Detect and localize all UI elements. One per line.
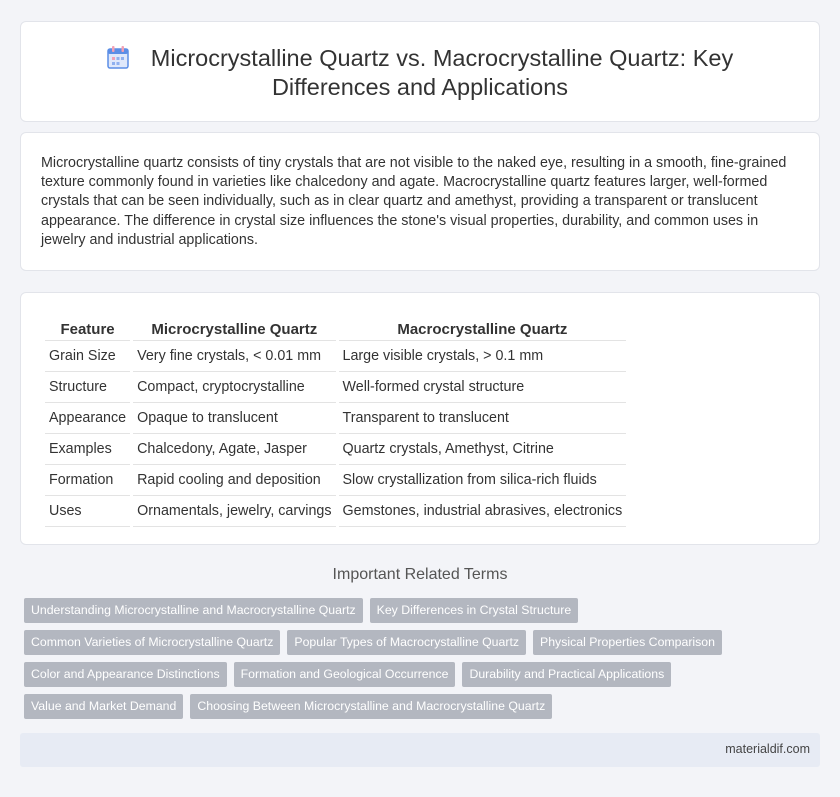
related-term-tag[interactable]: Formation and Geological Occurrence: [234, 662, 456, 687]
column-header-macro: Macrocrystalline Quartz: [339, 314, 627, 341]
table-row: [45, 465, 626, 496]
related-term-tag[interactable]: Durability and Practical Applications: [462, 662, 671, 687]
table-row: [45, 372, 626, 403]
related-term-tag[interactable]: Choosing Between Microcrystalline and Macrocrystalline Quartz: [190, 694, 552, 719]
tag-row: [24, 598, 824, 630]
table-cell: Transparent to translucent: [339, 403, 627, 434]
table-row: [45, 403, 626, 434]
table-cell: Formation: [45, 465, 130, 496]
related-term-tag[interactable]: Key Differences in Crystal Structure: [370, 598, 579, 623]
footer-site-link[interactable]: materialdif.com: [725, 742, 810, 756]
table-cell: Rapid cooling and deposition: [133, 465, 335, 496]
table-cell: Appearance: [45, 403, 130, 434]
table-row: [45, 496, 626, 527]
title-line-1: Microcrystalline Quartz vs. Macrocrystalline Quartz: Key: [150, 45, 734, 71]
related-term-tag[interactable]: Color and Appearance Distinctions: [24, 662, 227, 687]
comparison-card: [20, 292, 820, 545]
title-card: [20, 21, 820, 122]
table-cell: Quartz crystals, Amethyst, Citrine: [339, 434, 627, 465]
tag-row: [24, 694, 824, 726]
table-cell: Examples: [45, 434, 130, 465]
intro-card: [20, 132, 820, 271]
table-cell: Uses: [45, 496, 130, 527]
table-cell: Very fine crystals, < 0.01 mm: [133, 341, 335, 372]
table-cell: Structure: [45, 372, 130, 403]
related-term-tag[interactable]: Understanding Microcrystalline and Macrocrystalline Quartz: [24, 598, 363, 623]
tag-row: [24, 630, 824, 662]
table-cell: Opaque to translucent: [133, 403, 335, 434]
table-cell: Compact, cryptocrystalline: [133, 372, 335, 403]
related-term-tag[interactable]: Popular Types of Macrocrystalline Quartz: [287, 630, 526, 655]
related-term-tag[interactable]: Value and Market Demand: [24, 694, 183, 719]
table-cell: Gemstones, industrial abrasives, electronics: [339, 496, 627, 527]
table-cell: Large visible crystals, > 0.1 mm: [339, 341, 627, 372]
calendar-icon: [107, 45, 129, 69]
table-cell: Ornamentals, jewelry, carvings: [133, 496, 335, 527]
table-cell: Grain Size: [45, 341, 130, 372]
table-row: [45, 434, 626, 465]
table-header-row: [45, 314, 626, 341]
comparison-table: [42, 314, 629, 527]
tag-row: [24, 662, 824, 694]
title-line-2: Differences and Applications: [271, 74, 569, 100]
footer-bar: [20, 733, 820, 767]
table-cell: Slow crystallization from silica-rich fluids: [339, 465, 627, 496]
intro-paragraph: Microcrystalline quartz consists of tiny crystals that are not visible to the naked eye, resulting in a smooth, fine-grained texture commonly found in varieties like chalcedony and agate. Macrocrystalline quartz features larger, well-formed crystals that can be seen individually, such as in clear quartz and amethyst, providing a transparent or translucent appearance. The difference in crystal size influences the stone's visual properties, durability, and common uses in jewelry and industrial applications.: [41, 155, 787, 248]
related-terms-heading: Important Related Terms: [332, 566, 508, 583]
related-terms-list: [24, 598, 824, 726]
table-cell: Well-formed crystal structure: [339, 372, 627, 403]
related-term-tag[interactable]: Common Varieties of Microcrystalline Quartz: [24, 630, 280, 655]
table-row: [45, 341, 626, 372]
related-term-tag[interactable]: Physical Properties Comparison: [533, 630, 722, 655]
column-header-feature: Feature: [45, 314, 130, 341]
column-header-micro: Microcrystalline Quartz: [133, 314, 335, 341]
table-cell: Chalcedony, Agate, Jasper: [133, 434, 335, 465]
page-title: [21, 44, 819, 102]
